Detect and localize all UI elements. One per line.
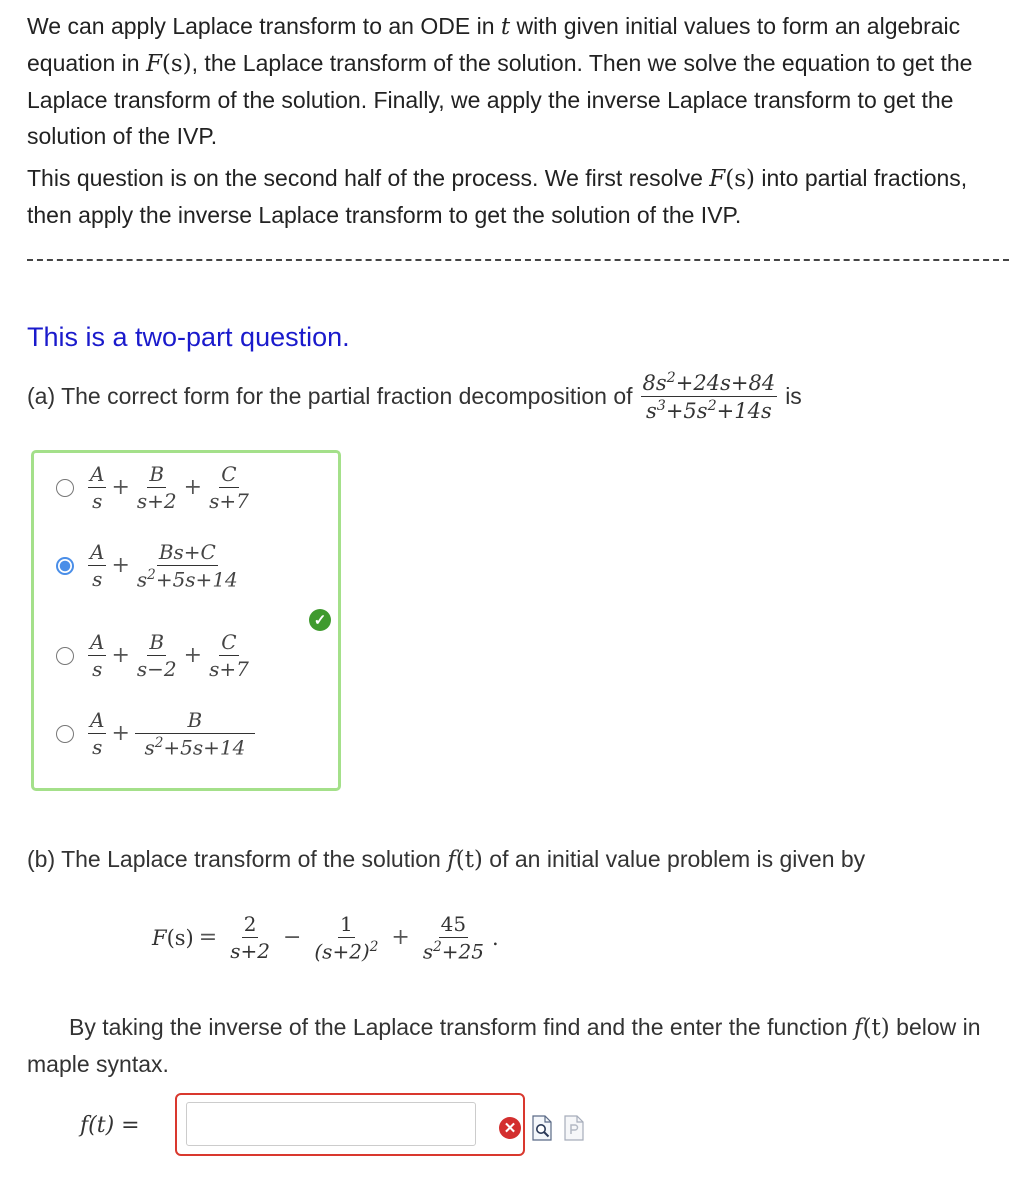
dashed-divider bbox=[27, 259, 1009, 261]
answer-input[interactable] bbox=[186, 1102, 476, 1146]
part-a-question bbox=[27, 370, 802, 423]
document-icon[interactable] bbox=[564, 1115, 584, 1141]
choice-3-expression: $\frac{A}{s}$ + $\frac{B}{s-2}$ + $\frac{C}{s+7}$ bbox=[90, 630, 249, 681]
choice-3[interactable] bbox=[56, 630, 251, 681]
part-b-question: (b) The Laplace transform of the solution f(t) of an initial value problem is given by bbox=[27, 846, 866, 873]
radio-choice-2[interactable] bbox=[56, 557, 74, 575]
radio-choice-4[interactable] bbox=[56, 725, 74, 743]
part-a-text: (a) The correct form for the partial fraction decomposition of bbox=[27, 382, 633, 409]
two-part-heading: This is a two-part question. bbox=[27, 322, 350, 352]
radio-choice-1[interactable] bbox=[56, 479, 74, 497]
check-icon: ✓ bbox=[309, 609, 331, 631]
x-icon: ✕ bbox=[499, 1117, 521, 1139]
choice-4-expression: $\frac{A}{s}$ + $\frac{B}{s^2+5s+14}$ bbox=[88, 708, 255, 759]
choice-2-expression: $\frac{A}{s}$ + $\frac{Bs+C}{s^2+5s+14}$ bbox=[90, 540, 238, 592]
choice-2[interactable] bbox=[56, 540, 240, 591]
answer-box bbox=[175, 1093, 525, 1156]
intro-paragraph-1: We can apply Laplace transform to an ODE in t with given initial values to form an algebraic equation in F(s), the Laplace transform of the solution. Then we solve the equation to get the Laplace transform of the solution. Finally, we apply the inverse Laplace transform to get the solution of the IVP. bbox=[27, 13, 973, 149]
choice-4[interactable] bbox=[56, 708, 255, 759]
choice-1-expression: $\frac{A}{s}$ + $\frac{B}{s+2}$ + $\frac{C}{s+7}$ bbox=[90, 462, 249, 513]
laplace-equation: F (s) = $\frac{2}{s+2}$ − $\frac{1}{(s+2)^2}$ + $\frac{45}{s^2+25}$ . bbox=[152, 912, 499, 964]
preview-icon[interactable] bbox=[532, 1115, 552, 1141]
answer-label: f(t) = bbox=[80, 1113, 140, 1138]
part-b-instructions: By taking the inverse of the Laplace transform find and the enter the function f(t) below in maple syntax. bbox=[27, 1014, 981, 1077]
part-a-fraction: $\frac{8s^2+24s+84}{s^3+5s^2+14s}$ bbox=[642, 370, 776, 423]
choice-1[interactable] bbox=[56, 462, 251, 513]
intro-paragraph-2: This question is on the second half of the process. We first resolve F(s) into partial fractions, then apply the inverse Laplace transform to get the solution of the IVP. bbox=[27, 165, 968, 228]
part-a-suffix: is bbox=[785, 382, 802, 409]
radio-choice-3[interactable] bbox=[56, 647, 74, 665]
